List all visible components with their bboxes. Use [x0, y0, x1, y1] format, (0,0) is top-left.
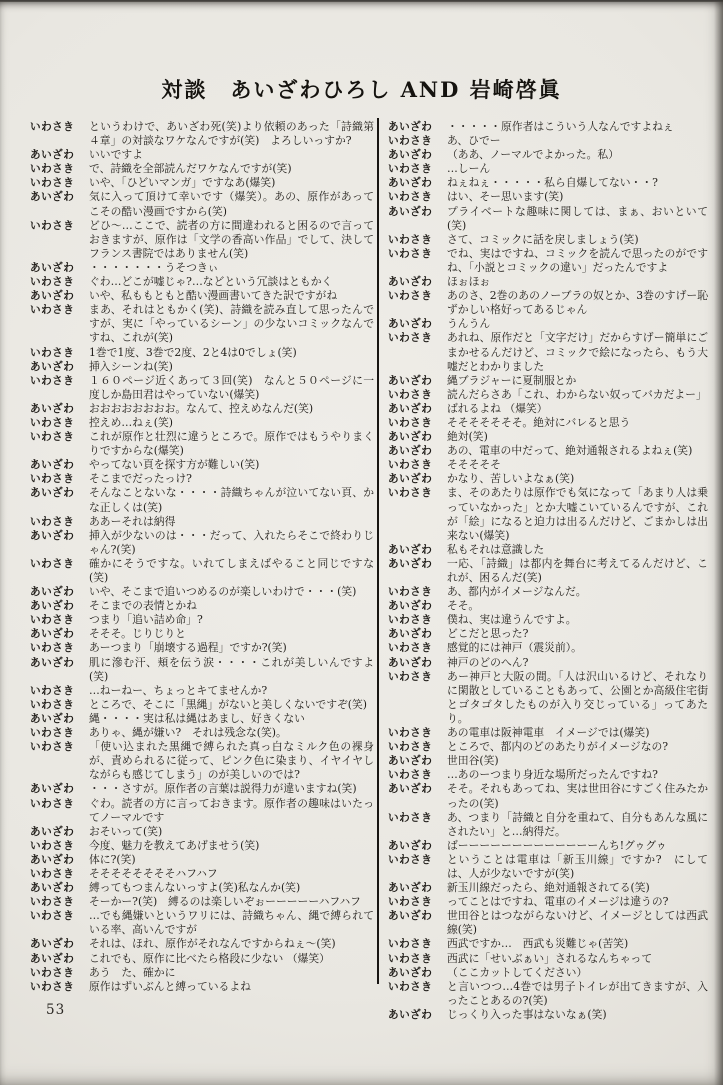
dialogue-entry	[30, 797, 374, 825]
dialogue-text: 一応、「詩織」は都内を舞台に考えてるんだけど、これが、困るんだ(笑)	[447, 556, 708, 584]
dialogue-text: 確かにそうですな。いれてしまえばやること同じですな(笑)	[89, 556, 374, 584]
speaker-name: いわさき	[388, 614, 433, 627]
speaker-name: あいざわ	[30, 600, 75, 613]
dialogue-text: あれね、原作だと「文字だけ」だからすげー簡単にごまかせるんだけど、コミックで絵になったら、もう大嘘だとわかりました	[447, 331, 708, 373]
dialogue-text: 縛ってもつまんないっすよ(笑)私なんか(笑)	[89, 881, 301, 895]
dialogue-entry	[388, 782, 708, 810]
speaker-name: あいざわ	[30, 656, 75, 669]
speaker-name: いわさき	[30, 741, 75, 754]
dialogue-text: あ、つまり「詩織と自分を重ねて、自分もあんな風にされたい」と…納得だ。	[447, 810, 708, 838]
dialogue-entry	[30, 515, 374, 529]
dialogue-text: うんうん	[447, 317, 491, 331]
dialogue-text: そこまでの表情とかね	[89, 599, 197, 613]
dialogue-entry	[388, 811, 708, 839]
dialogue-entry	[388, 839, 708, 853]
dialogue-entry	[388, 937, 708, 951]
speaker-name: いわさき	[388, 163, 433, 176]
speaker-name: あいざわ	[30, 529, 75, 542]
dialogue-entry	[388, 754, 708, 768]
speaker-name: あいざわ	[388, 910, 433, 923]
dialogue-entry	[388, 458, 708, 472]
dialogue-column-right	[388, 120, 708, 1022]
dialogue-text: いや、そこまで追いつめるのが楽しいわけで・・・(笑)	[89, 585, 357, 599]
dialogue-text: あ、ひでー	[447, 134, 501, 148]
dialogue-entry	[388, 205, 708, 233]
dialogue-text: 縄ブラジャーに夏制服とか	[447, 373, 577, 387]
dialogue-entry	[30, 825, 374, 839]
dialogue-entry	[30, 853, 374, 867]
dialogue-text: と言いつつ…4巻では男子トイレが出てきますが、入ったことあるの?(笑)	[447, 979, 708, 1007]
dialogue-entry	[388, 289, 708, 317]
dialogue-entry	[388, 233, 708, 247]
speaker-name: いわさき	[30, 219, 75, 232]
speaker-name: あいざわ	[388, 1008, 433, 1021]
dialogue-entry	[30, 458, 374, 472]
dialogue-entry	[30, 895, 374, 909]
page-title: 対談 あいざわひろし AND 岩崎啓眞	[161, 77, 562, 102]
dialogue-entry	[30, 148, 374, 162]
dialogue-text: ぐわ。読者の方に言っておきます。原作者の趣味はいたってノーマルです	[89, 796, 374, 824]
dialogue-entry	[30, 557, 374, 585]
speaker-name: いわさき	[388, 332, 433, 345]
dialogue-text: 今度、魅力を教えてあげませう(笑)	[89, 838, 260, 852]
speaker-name: いわさき	[388, 741, 433, 754]
speaker-name: いわさき	[30, 557, 75, 570]
dialogue-entry	[388, 486, 708, 542]
speaker-name: あいざわ	[388, 205, 433, 218]
dialogue-text: おそいって(笑)	[89, 824, 163, 838]
speaker-name: いわさき	[30, 163, 75, 176]
dialogue-entry	[388, 331, 708, 373]
speaker-name: あいざわ	[30, 712, 75, 725]
dialogue-entry	[388, 317, 708, 331]
dialogue-text: １６０ページ近くあって３回(笑) なんと５０ページに一度しか島田君はやっていない(爆笑)	[89, 373, 374, 401]
dialogue-entry	[388, 402, 708, 416]
dialogue-entry	[388, 416, 708, 430]
dialogue-text: ありゃ、縄が嫌い? それは残念な(笑)。	[89, 726, 287, 740]
dialogue-text: ぐわ…どこが嘘じゃ?…などという冗談はともかく	[89, 275, 333, 289]
dialogue-text: ・・・・・原作者はこういう人なんですよねぇ	[447, 120, 674, 133]
dialogue-text: 原作はずいぶんと縛っているよね	[89, 979, 251, 993]
dialogue-text: そそ。	[447, 599, 480, 613]
dialogue-text: 肌に滲む汗、頬を伝う涙・・・・これが美しいんですよ(笑)	[89, 655, 374, 683]
dialogue-text: 控えめ…ねぇ(笑)	[89, 415, 174, 429]
speaker-name: いわさき	[388, 938, 433, 951]
speaker-name: あいざわ	[30, 952, 75, 965]
dialogue-text: そそそそそそそ。絶対にバレると思う	[447, 415, 631, 429]
speaker-name: あいざわ	[30, 586, 75, 599]
speaker-name: いわさき	[388, 487, 433, 500]
dialogue-text: ところで、都内のどのあたりがイメージなの?	[447, 740, 669, 754]
dialogue-entry	[30, 176, 374, 190]
speaker-name: あいざわ	[30, 882, 75, 895]
speaker-name: いわさき	[30, 698, 75, 711]
dialogue-entry	[388, 670, 708, 726]
speaker-name: あいざわ	[388, 755, 433, 768]
speaker-name: いわさき	[388, 980, 433, 993]
dialogue-entry	[30, 839, 374, 853]
dialogue-entry	[388, 472, 708, 486]
speaker-name: あいざわ	[388, 121, 433, 133]
dialogue-text: 私もそれは意識した	[447, 542, 545, 556]
dialogue-text: 世田谷とはつながらないけど、イメージとしては西武線(笑)	[447, 909, 708, 937]
dialogue-text: 僕ね、実は違うんですよ。	[447, 613, 577, 627]
dialogue-entry	[388, 909, 708, 937]
dialogue-entry	[30, 599, 374, 613]
dialogue-entry	[30, 346, 374, 360]
speaker-name: あいざわ	[30, 853, 75, 866]
dialogue-text: …ねーねー、ちょっとキてませんか?	[89, 683, 268, 697]
speaker-name: あいざわ	[388, 966, 433, 979]
dialogue-entry	[30, 402, 374, 416]
dialogue-text: …あのーつまり身近な場所だったんですね?	[447, 768, 658, 782]
dialogue-text: これでも、原作に比べたら格段に少ない （爆笑）	[89, 951, 330, 965]
dialogue-entry	[388, 374, 708, 388]
dialogue-text: 体に?(笑)	[89, 852, 136, 866]
dialogue-entry	[388, 627, 708, 641]
dialogue-entry	[30, 952, 374, 966]
dialogue-text: どこだと思った?	[447, 627, 529, 641]
dialogue-text: 挿入シーンね(笑)	[89, 359, 173, 373]
dialogue-text: あ、都内がイメージなんだ。	[447, 585, 587, 599]
dialogue-text: 挿入が少ないのは・・・だって、入れたらそこで終わりじゃん?(笑)	[89, 528, 374, 556]
dialogue-entry	[30, 613, 374, 627]
dialogue-text: そこまでだったっけ?	[89, 472, 192, 486]
speaker-name: いわさき	[388, 459, 433, 472]
dialogue-entry	[388, 881, 708, 895]
speaker-name: いわさき	[388, 586, 433, 599]
speaker-name: いわさき	[388, 247, 433, 260]
speaker-name: あいざわ	[388, 543, 433, 556]
speaker-name: あいざわ	[30, 360, 75, 373]
speaker-name: いわさき	[30, 276, 75, 289]
dialogue-text: じっくり入った事はないなぁ(笑)	[447, 1007, 607, 1021]
speaker-name: あいざわ	[388, 839, 433, 852]
dialogue-text: あの電車は阪神電車 イメージでは(爆笑)	[447, 726, 650, 740]
page-number: 53	[46, 1002, 66, 1018]
speaker-name: いわさき	[388, 290, 433, 303]
speaker-name: いわさき	[30, 867, 75, 880]
dialogue-text: ばれるよね （爆笑）	[447, 401, 548, 415]
speaker-name: あいざわ	[388, 177, 433, 190]
dialogue-text: おおおおおおおお。なんて、控えめなんだ(笑)	[89, 401, 314, 415]
dialogue-text: そそそそそそそそハフハフ	[89, 866, 218, 880]
speaker-name: いわさき	[30, 797, 75, 810]
dialogue-entry	[30, 190, 374, 218]
speaker-name: いわさき	[388, 135, 433, 148]
dialogue-entry	[30, 374, 374, 402]
dialogue-entry	[30, 726, 374, 740]
dialogue-text: いや、「ひどいマンガ」ですなあ(爆笑)	[89, 176, 276, 190]
dialogue-text: 西武に「せいぶぁい」されるなんちゃって	[447, 951, 653, 965]
dialogue-text: でね、実はですね、コミックを読んで思ったのがですね、「小説とコミックの違い」だったんですよ	[447, 246, 708, 274]
dialogue-text: で、詩織を全部読んだワケなんですが(笑)	[89, 162, 292, 176]
speaker-name: あいざわ	[388, 374, 433, 387]
column-divider	[377, 118, 379, 984]
speaker-name: いわさき	[30, 910, 75, 923]
speaker-name: あいざわ	[388, 149, 433, 162]
dialogue-entry	[388, 190, 708, 204]
dialogue-entry	[388, 966, 708, 980]
speaker-name: いわさき	[30, 177, 75, 190]
dialogue-entry	[388, 768, 708, 782]
dialogue-text: ばーーーーーーーーーーーーーんち!グゥグゥ	[447, 838, 667, 852]
dialogue-text: 新玉川線だったら、絶対通報されてる(笑)	[447, 881, 650, 895]
dialogue-text: そそ。それもあってね、実は世田谷にすごく住みたかったの(笑)	[447, 782, 708, 810]
dialogue-text: ってことはですね、電車のイメージは違うの?	[447, 895, 669, 909]
dialogue-text: プライベートな趣味に関しては、まぁ、おいといて(笑)	[447, 204, 708, 232]
speaker-name: あいざわ	[388, 882, 433, 895]
dialogue-entry	[388, 585, 708, 599]
speaker-name: いわさき	[30, 346, 75, 359]
dialogue-entry	[388, 162, 708, 176]
speaker-name: あいざわ	[388, 276, 433, 289]
speaker-name: いわさき	[30, 121, 75, 133]
dialogue-entry	[30, 909, 374, 937]
speaker-name: あいざわ	[30, 783, 75, 796]
dialogue-entry	[388, 952, 708, 966]
dialogue-text: あの、電車の中だって、絶対通報されるよねぇ(笑)	[447, 444, 693, 458]
dialogue-text: ・・・・・・・うそつきぃ	[89, 260, 219, 274]
dialogue-entry	[388, 134, 708, 148]
dialogue-entry	[388, 656, 708, 670]
dialogue-entry	[30, 684, 374, 698]
dialogue-text: やってない頁を探す方が難しい(笑)	[89, 458, 260, 472]
speaker-name: あいざわ	[30, 290, 75, 303]
speaker-name: あいざわ	[388, 557, 433, 570]
dialogue-entry	[388, 641, 708, 655]
dialogue-entry	[30, 867, 374, 881]
dialogue-entry	[30, 416, 374, 430]
dialogue-text: ねぇねぇ・・・・・私ら自爆してない・・?	[447, 176, 658, 190]
dialogue-text: 読んだらさあ「これ、わからない奴ってバカだよー」	[447, 387, 707, 401]
dialogue-text: それは、ほれ、原作がそれなんですからねぇ〜(笑)	[89, 937, 336, 951]
dialogue-entry	[388, 148, 708, 162]
dialogue-text: ところで、そこに「黒縄」がないと美しくないですぞ(笑)	[89, 697, 368, 711]
speaker-name: あいざわ	[30, 459, 75, 472]
dialogue-entry	[30, 937, 374, 951]
dialogue-entry	[30, 486, 374, 514]
dialogue-entry	[30, 782, 374, 796]
speaker-name: あいざわ	[388, 656, 433, 669]
dialogue-text: あー神戸と大阪の間。「人は沢山いるけど、それなりに閑散としていることもあって、公園とか高級住宅街とゴタゴタしたものが入り交じっている」ってあたり。	[447, 669, 708, 725]
speaker-name: いわさき	[388, 853, 433, 866]
dialogue-text: あーつまり「崩壊する過程」ですか?(笑)	[89, 641, 287, 655]
speaker-name: あいざわ	[388, 431, 433, 444]
speaker-name: いわさき	[30, 515, 75, 528]
dialogue-text: 神戸のどのへん?	[447, 655, 529, 669]
dialogue-entry	[30, 980, 374, 994]
dialogue-text: 絶対(笑)	[447, 430, 488, 444]
dialogue-entry	[30, 289, 374, 303]
speaker-name: いわさき	[388, 191, 433, 204]
speaker-name: いわさき	[30, 374, 75, 387]
dialogue-entry	[30, 641, 374, 655]
dialogue-text: そーかー?(笑) 縛るのは楽しいぞぉーーーーーハフハフ	[89, 895, 361, 909]
speaker-name: いわさき	[388, 388, 433, 401]
speaker-name: あいざわ	[30, 261, 75, 274]
dialogue-entry	[30, 698, 374, 712]
dialogue-entry	[30, 120, 374, 148]
dialogue-text: そそそそそ	[447, 458, 501, 472]
dialogue-entry	[30, 261, 374, 275]
speaker-name: あいざわ	[388, 600, 433, 613]
speaker-name: いわさき	[388, 233, 433, 246]
speaker-name: いわさき	[30, 614, 75, 627]
dialogue-text: そんなことないな・・・・詩織ちゃんが泣いてない頁、かな正しくは(笑)	[89, 486, 374, 514]
speaker-name: あいざわ	[30, 938, 75, 951]
dialogue-text: 感覚的には神戸（震災前）。	[447, 641, 582, 655]
dialogue-entry	[30, 219, 374, 261]
speaker-name: いわさき	[30, 980, 75, 993]
dialogue-entry	[388, 613, 708, 627]
dialogue-entry	[30, 712, 374, 726]
dialogue-text: 西武ですか… 西武も災難じゃ(苦笑)	[447, 937, 629, 951]
speaker-name: いわさき	[388, 952, 433, 965]
dialogue-entry	[30, 275, 374, 289]
speaker-name: いわさき	[30, 727, 75, 740]
speaker-name: いわさき	[388, 727, 433, 740]
dialogue-text: 縄・・・・実は私は縄はあまし、好きくない	[89, 711, 305, 725]
dialogue-entry	[388, 599, 708, 613]
dialogue-text: ・・・さすが。原作者の言葉は説得力が違いますね(笑)	[89, 782, 357, 796]
dialogue-text: というわけで、あいざわ死(笑)より依頼のあった「詩織第４章」の対談なワケなんですが(笑) よろしいっすか?	[89, 120, 374, 148]
dialogue-text: 気に入って頂けて幸いです（爆笑）。あの、原作があってこその酷い漫画ですから(笑)	[89, 190, 374, 218]
speaker-name: あいざわ	[30, 825, 75, 838]
speaker-name: あいざわ	[388, 402, 433, 415]
dialogue-text: あのさ、2巻のあのノーブラの奴とか、3巻のすげー恥ずかしい格好ってあるじゃん	[447, 289, 708, 317]
dialogue-entry	[30, 656, 374, 684]
speaker-name: いわさき	[388, 416, 433, 429]
speaker-name: いわさき	[388, 811, 433, 824]
speaker-name: いわさき	[388, 769, 433, 782]
speaker-name: いわさき	[30, 896, 75, 909]
dialogue-text: ま、そのあたりは原作でも気になって「あまり人は乗っていなかった」とか大嘘こいているんですが、これが「絵」になると迫力は出るんだけど、ごまかしは出来ない(爆笑)	[447, 486, 708, 542]
dialogue-entry	[30, 966, 374, 980]
speaker-name: あいざわ	[388, 318, 433, 331]
dialogue-text: いいですよ	[89, 148, 143, 162]
dialogue-text: そそそ。じりじりと	[89, 627, 186, 641]
dialogue-text: これが原作と壮烈に違うところで。原作ではもうやりまくりですからな(爆笑)	[89, 430, 374, 458]
dialogue-text: どひ〜…ここで、読者の方に間違われると困るので言っておきますが、原作は「文学の香高い作品」でして、決してフランス書院ではありません(笑)	[89, 218, 374, 260]
dialogue-entry	[388, 430, 708, 444]
dialogue-text: まあ、それはともかく(笑)、詩織を読み直して思ったんですが、実に「やっているシーン」の少ないコミックなんですね、これが(笑)	[89, 303, 374, 345]
speaker-name: あいざわ	[30, 628, 75, 641]
dialogue-entry	[388, 444, 708, 458]
speaker-name: あいざわ	[388, 445, 433, 458]
speaker-name: あいざわ	[388, 783, 433, 796]
dialogue-text: さて、コミックに話を戻しましょう(笑)	[447, 232, 639, 246]
dialogue-entry	[30, 529, 374, 557]
speaker-name: あいざわ	[30, 402, 75, 415]
dialogue-text: あう た、確かに	[89, 965, 176, 979]
speaker-name: いわさき	[30, 304, 75, 317]
dialogue-entry	[388, 853, 708, 881]
dialogue-text: つまり「追い詰め命」?	[89, 613, 203, 627]
speaker-name: いわさき	[388, 670, 433, 683]
speaker-name: いわさき	[388, 642, 433, 655]
speaker-name: いわさき	[388, 896, 433, 909]
dialogue-text: 1巻で1度、3巻で2度、2と4は0でしょ(笑)	[89, 345, 297, 359]
speaker-name: いわさき	[30, 473, 75, 486]
speaker-name: いわさき	[30, 642, 75, 655]
dialogue-text: …しーん	[447, 162, 491, 176]
speaker-name: あいざわ	[388, 473, 433, 486]
dialogue-entry	[388, 740, 708, 754]
dialogue-entry	[30, 472, 374, 486]
dialogue-text: ああーそれは納得	[89, 514, 176, 528]
dialogue-text: （ああ、ノーマルでよかった。私）	[447, 148, 619, 162]
dialogue-entry	[30, 303, 374, 345]
dialogue-entry	[30, 627, 374, 641]
dialogue-entry	[388, 726, 708, 740]
dialogue-entry	[30, 430, 374, 458]
dialogue-text: 「使い込まれた黒縄で縛られた真っ白なミルク色の裸身が、責められるに従って、ピンク色に染まり、イヤイヤしながらも感じてしまう」のが美しいのでは?	[89, 740, 374, 782]
dialogue-entry	[388, 895, 708, 909]
dialogue-text: …でも縄嫌いというワリには、詩織ちゃん、縄で縛られている率、高いんですが	[89, 909, 374, 937]
dialogue-entry	[30, 881, 374, 895]
dialogue-entry	[30, 162, 374, 176]
dialogue-entry	[388, 388, 708, 402]
dialogue-entry	[388, 275, 708, 289]
dialogue-entry	[30, 585, 374, 599]
dialogue-text: はい、そー思います(笑)	[447, 190, 564, 204]
dialogue-entry	[388, 557, 708, 585]
dialogue-entry	[388, 176, 708, 190]
speaker-name: あいざわ	[388, 628, 433, 641]
dialogue-entry	[388, 247, 708, 275]
speaker-name: いわさき	[30, 684, 75, 697]
speaker-name: いわさき	[30, 416, 75, 429]
speaker-name: いわさき	[30, 966, 75, 979]
speaker-name: あいざわ	[30, 191, 75, 204]
speaker-name: あいざわ	[30, 149, 75, 162]
dialogue-entry	[388, 980, 708, 1008]
dialogue-text: ということは電車は「新玉川線」ですか? にしては、人が少ないですが(笑)	[447, 852, 708, 880]
dialogue-text: かなり、苦しいよなぁ(笑)	[447, 472, 575, 486]
dialogue-entry	[30, 740, 374, 782]
dialogue-entry	[30, 360, 374, 374]
speaker-name: いわさき	[30, 431, 75, 444]
dialogue-text: ほぉほぉ	[447, 275, 491, 289]
dialogue-text: いや、私ももともと酷い漫画書いてきた訳ですがね	[89, 289, 338, 303]
dialogue-entry	[388, 120, 708, 134]
speaker-name: あいざわ	[30, 487, 75, 500]
dialogue-text: 世田谷(笑)	[447, 754, 499, 768]
dialogue-entry	[388, 543, 708, 557]
dialogue-entry	[388, 1008, 708, 1022]
dialogue-text: （ここカットしてください）	[447, 965, 588, 979]
speaker-name: いわさき	[30, 839, 75, 852]
dialogue-column-left	[30, 120, 374, 994]
